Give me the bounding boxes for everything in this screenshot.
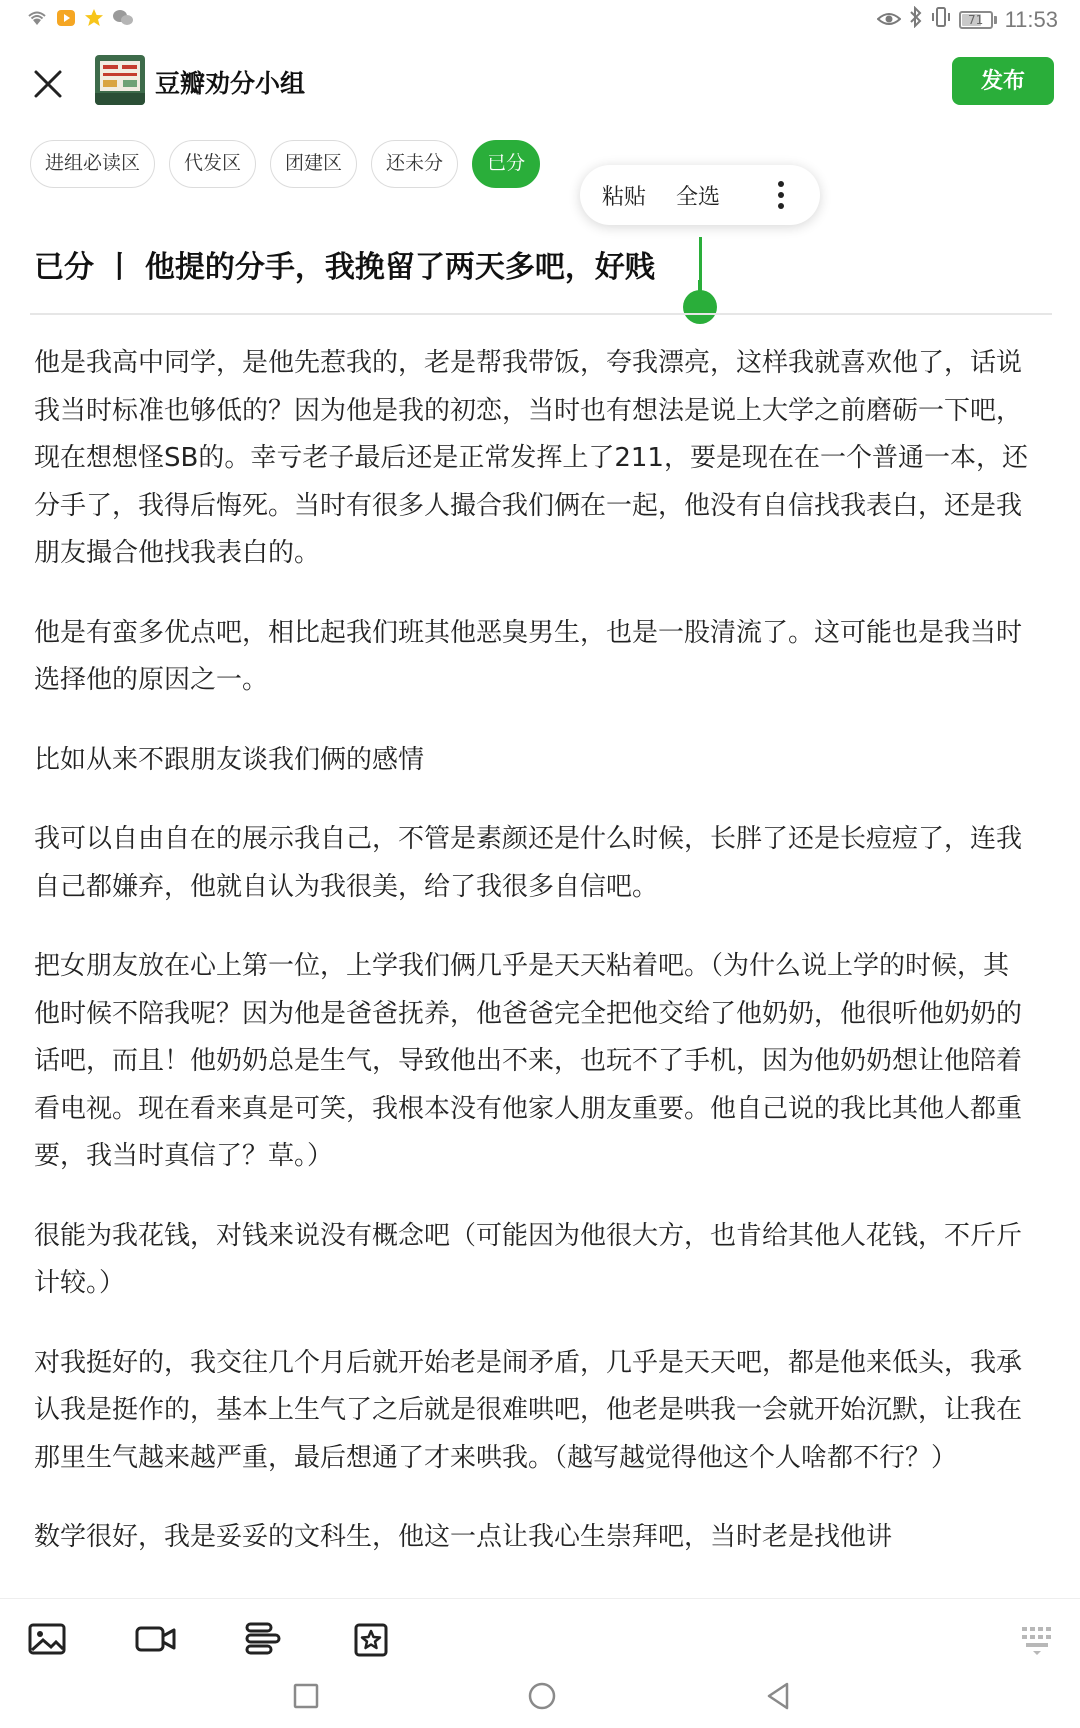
video-app-icon	[56, 8, 76, 32]
tag-must-read[interactable]: 进组必读区	[30, 140, 155, 188]
status-left-icons	[26, 8, 134, 32]
insert-sticker-button[interactable]	[352, 1619, 392, 1659]
sticker-icon	[352, 1619, 392, 1659]
close-icon	[26, 62, 70, 106]
editor-toolbar	[0, 1598, 1080, 1678]
tag-not-broken-up[interactable]: 还未分	[371, 140, 458, 188]
paragraph: 对我挺好的，我交往几个月后就开始老是闹矛盾，几乎是天天吧，都是他来低头，我承认我是挺作的，基本上生气了之后就是很难哄吧，他老是哄我一会就开始沉默，让我在那里生气越来越严重，最后想通了才来哄我。（越写越觉得他这个人啥都不行？）	[34, 1347, 1023, 1473]
back-icon	[760, 1678, 796, 1714]
recent-apps-icon	[288, 1678, 324, 1714]
paragraph: 数学很好，我是妥妥的文科生，他这一点让我心生崇拜吧，当时老是找他讲	[34, 1522, 893, 1552]
back-button[interactable]	[760, 1678, 796, 1714]
bluetooth-icon	[909, 6, 923, 33]
paragraph: 比如从来不跟朋友谈我们俩的感情	[34, 744, 425, 775]
status-right-icons	[877, 6, 1058, 33]
home-button[interactable]	[524, 1678, 560, 1714]
title-divider	[30, 313, 1052, 315]
post-body-editor[interactable]	[34, 340, 1034, 1594]
paragraph: 很能为我花钱，对钱来说没有概念吧（可能因为他很大方，也肯给其他人花钱，不斤斤计较。）	[34, 1220, 1023, 1298]
keyboard-toggle-button[interactable]	[1018, 1619, 1058, 1659]
text-context-menu	[580, 165, 820, 225]
format-icon	[243, 1619, 283, 1659]
insert-video-button[interactable]	[134, 1619, 174, 1659]
recent-apps-button[interactable]	[288, 1678, 324, 1714]
keyboard-icon	[1018, 1619, 1058, 1659]
image-icon	[27, 1619, 67, 1659]
select-all-button[interactable]: 全选	[676, 184, 721, 210]
vibrate-icon	[931, 6, 951, 33]
star-app-icon	[84, 8, 104, 32]
tag-proxy-post[interactable]: 代发区	[169, 140, 256, 188]
cursor-handle[interactable]	[683, 290, 717, 324]
wifi-icon	[26, 9, 48, 31]
tag-bar	[30, 140, 540, 188]
status-bar	[0, 0, 1080, 44]
paragraph: 他是我高中同学，是他先惹我的，老是帮我带饭，夸我漂亮，这样我就喜欢他了，话说我当时标准也够低的？因为他是我的初恋，当时也有想法是说上大学之前磨砺一下吧，现在想想怪SB的。幸亏老子最后还是正常发挥上了211，要是现在在一个普通一本，还分手了，我得后悔死。当时有很多人撮合我们俩在一起，他没有自信找我表白，还是我朋友撮合他找我表白的。	[34, 348, 1028, 568]
text-cursor	[699, 237, 702, 283]
group-name[interactable]: 豆瓣劝分小组	[155, 69, 306, 98]
post-title-input[interactable]: 已分 丨 他提的分手，我挽留了两天多吧，好贱	[34, 250, 655, 285]
paragraph: 我可以自由自在的展示我自己，不管是素颜还是什么时候，长胖了还是长痘痘了，连我自己都嫌弃，他就自认为我很美，给了我很多自信吧。	[34, 824, 1023, 902]
group-avatar[interactable]	[95, 55, 145, 105]
paragraph: 把女朋友放在心上第一位，上学我们俩几乎是天天粘着吧。（为什么说上学的时候，其他时候不陪我呢？因为他是爸爸抚养，他爸爸完全把他交给了他奶奶，他很听他奶奶的话吧，而且！他奶奶总是生气，导致他出不来，也玩不了手机，因为他奶奶想让他陪着看电视。现在看来真是可笑，我根本没有他家人朋友重要。他自己说的我比其他人都重要，我当时真信了？草。）	[34, 951, 1023, 1171]
paste-button[interactable]: 粘贴	[602, 184, 647, 210]
text-format-button[interactable]	[243, 1619, 283, 1659]
wechat-icon	[112, 8, 134, 32]
battery-level: 71	[967, 12, 984, 27]
battery-icon	[959, 11, 997, 29]
close-button[interactable]	[26, 62, 70, 106]
video-icon	[134, 1619, 178, 1659]
tag-broken-up[interactable]: 已分	[472, 140, 540, 188]
home-icon	[524, 1678, 560, 1714]
paragraph: 他是有蛮多优点吧，相比起我们班其他恶臭男生，也是一股清流了。这可能也是我当时选择他的原因之一。	[34, 617, 1023, 695]
more-options-button[interactable]	[778, 181, 784, 209]
eye-icon	[877, 8, 901, 32]
publish-button[interactable]: 发布	[952, 57, 1054, 105]
status-time: 11:53	[1004, 6, 1058, 32]
insert-image-button[interactable]	[27, 1619, 67, 1659]
system-nav-bar	[0, 1670, 1080, 1728]
tag-team-building[interactable]: 团建区	[270, 140, 357, 188]
more-dots-icon	[778, 181, 784, 187]
